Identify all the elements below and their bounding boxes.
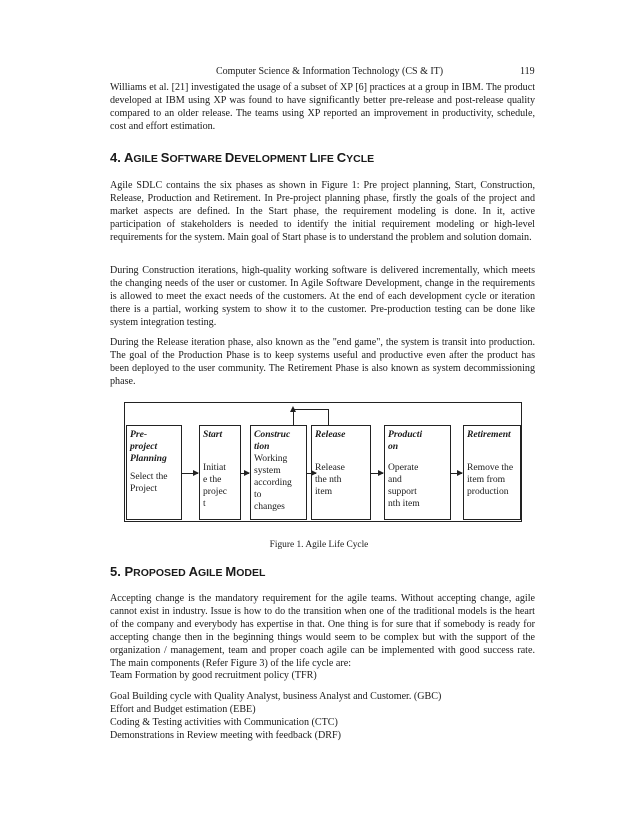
phase-start: Start Initiat e the projec t: [199, 425, 241, 520]
sdlc-paragraph-1: Agile SDLC contains the six phases as shown in Figure 1: Pre project planning, Start, Construction, Release, Production and Retirement. In Pre-project planning phase, firstly the goals of the project and market aspects are defined. In the Start phase, the requirement modeling is done. In it, active participation of stakeholders is needed to identify the initial requirement modeling or high-level requirements for the system. Main goal of Start phase is to understand the problem and solution domain.: [110, 180, 535, 243]
phase-production: Producti on Operate and support nth item: [384, 425, 451, 520]
phase-release: Release Release the nth item: [311, 425, 371, 520]
phase-construction: Construc tion Working system according to changes: [250, 425, 307, 520]
arrow-1: [182, 473, 198, 474]
section-5-heading: 5. PROPOSED AGILE MODEL: [110, 564, 266, 579]
running-title: Computer Science & Information Technology (CS & IT): [216, 66, 444, 77]
component-drf: Demonstrations in Review meeting with feedback (DRF): [110, 730, 341, 741]
arrow-2: [241, 473, 249, 474]
phase-retirement: Retirement Remove the item from production: [463, 425, 521, 520]
agile-life-cycle-figure: [124, 402, 522, 522]
component-tfr: Team Formation by good recruitment policy (TFR): [110, 670, 317, 681]
arrow-5: [451, 473, 462, 474]
model-paragraph: Accepting change is the mandatory requirement for the agile teams. Without accepting change, agile cannot exist in industry. Issue is how to do the transition when one of the traditional models is the heart of the company and everybody has expertise in that. One thing is for sure that if somebody is ready for accepting change then in the beginning things would seem to be complex but with the support of the organization / management, team and proper coach agile can be implemented with good success rate. The main components (Refer Figure 3) of the life cycle are:: [110, 593, 535, 669]
intro-paragraph: Williams et al. [21] investigated the usage of a subset of XP [6] practices at a group in IBM. The product developed at IBM using XP was found to have significantly better pre-release and post-release quality compared to an older release. The teams using XP reported an improvement in productivity, schedule, cost and effort estimation.: [110, 82, 535, 132]
arrow-4: [371, 473, 383, 474]
loop-arrow-right: [328, 409, 329, 425]
loop-arrow-head: [290, 406, 296, 412]
loop-arrow-top: [293, 409, 329, 410]
sdlc-paragraph-2: During Construction iterations, high-quality working software is delivered incrementally, which meets the changing needs of the user or customer. In Agile Software Development, change in the requirements is allowed to meet the exact needs of the customers. At the end of each development cycle or iteration there is a partial, working system to show it to the customer. Pre-production testing can be done like system integration testing.: [110, 265, 535, 328]
section-4-heading: 4. AGILE SOFTWARE DEVELOPMENT LIFE CYCLE: [110, 150, 375, 165]
phase-pre-project-planning: Pre- project Planning Select the Project: [126, 425, 182, 520]
component-ctc: Coding & Testing activities with Communication (CTC): [110, 717, 338, 728]
page-number: 119: [520, 66, 535, 77]
component-gbc: Goal Building cycle with Quality Analyst, business Analyst and Customer. (GBC): [110, 691, 442, 702]
component-ebe: Effort and Budget estimation (EBE): [110, 704, 256, 715]
figure-caption: Figure 1. Agile Life Cycle: [269, 540, 369, 550]
sdlc-paragraph-3: During the Release iteration phase, also known as the "end game", the system is transit into production. The goal of the Production Phase is to keep systems useful and productive even after the product has been deployed to the user community. The Retirement Phase is also known as system decommissioning phase.: [110, 337, 535, 387]
